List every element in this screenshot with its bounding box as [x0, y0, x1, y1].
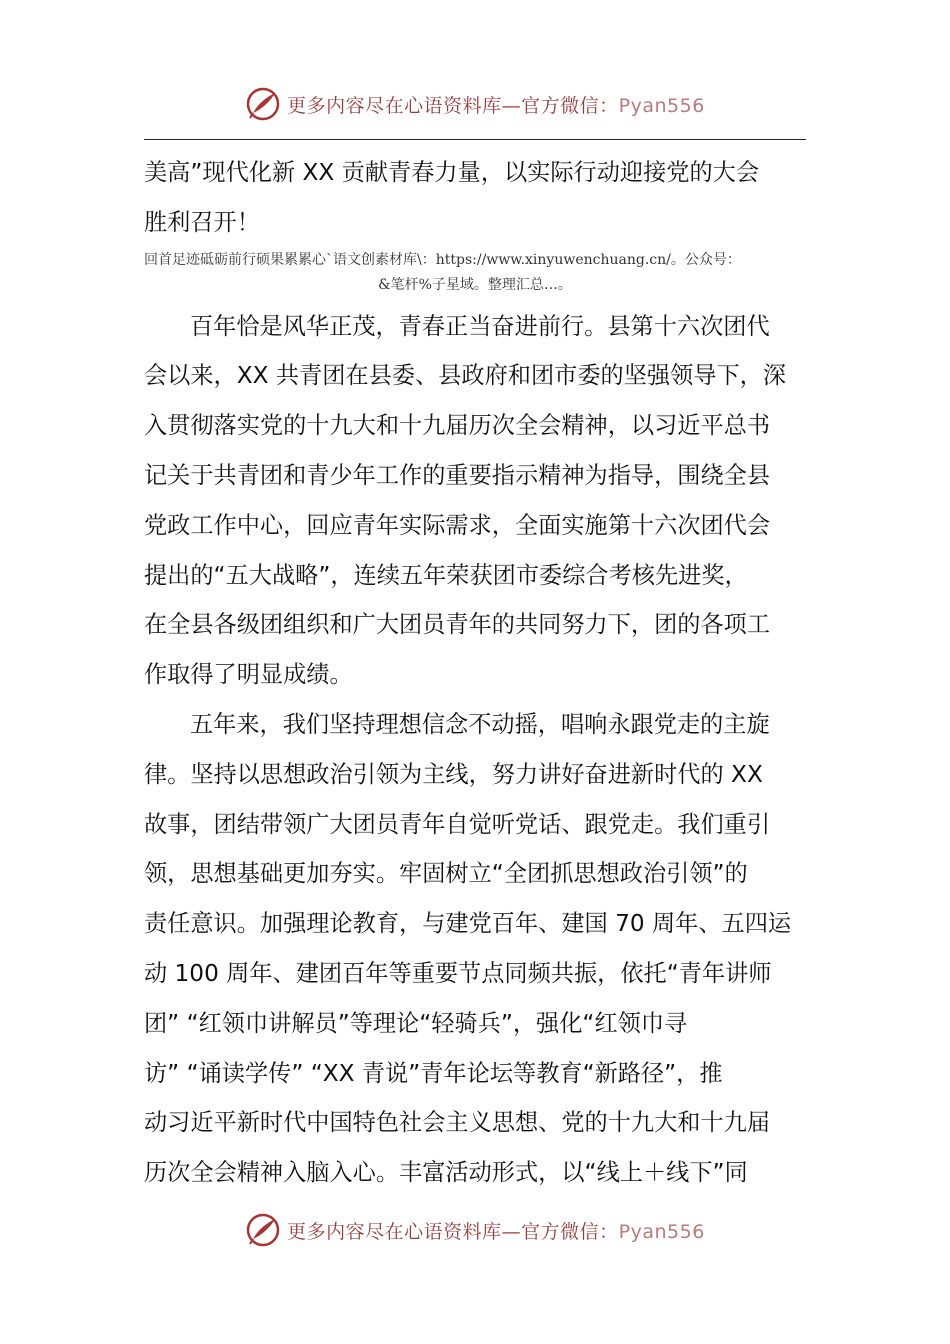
paragraph-line: 动习近平新时代中国特色社会主义思想、党的十九大和十九届 [144, 1109, 771, 1137]
paragraph-1 [144, 302, 806, 700]
paragraph-line: 团” “红领巾讲解员”等理论“轻骑兵”，强化“红领巾寻 [144, 1009, 688, 1037]
header-watermark-banner [0, 82, 950, 126]
paragraph-line: 访” “诵读学传” “XX 青说”青年论坛等教育“新路径”，推 [144, 1059, 723, 1087]
footer-watermark-banner [0, 1208, 950, 1252]
header-divider [144, 139, 806, 140]
source-note-line: 回首足迹砥砺前行硕果累累心`语文创素材库\：https://www.xinyuwenchuang.cn/。公众号： [144, 251, 741, 268]
banner-wechat-id: Pyan556 [618, 1220, 705, 1243]
paragraph-line: 历次全会精神入脑入心。丰富活动形式，以“线上＋线下”同 [144, 1159, 748, 1187]
banner-wechat-id: Pyan556 [618, 94, 705, 117]
intro-line: 美高”现代化新 XX 贡献青春力量，以实际行动迎接党的大会 [144, 159, 760, 186]
quill-logo-icon [245, 86, 281, 122]
paragraph-2 [144, 700, 806, 1198]
paragraph-line: 故事，团结带领广大团员青年自觉听党话、跟党走。我们重引 [144, 810, 771, 838]
paragraph-line: 记关于共青团和青少年工作的重要指示精神为指导，围绕全县 [144, 461, 771, 489]
paragraph-line: 提出的“五大战略”，连续五年荣获团市委综合考核先进奖， [144, 561, 748, 589]
paragraph-line: 动 100 周年、建团百年等重要节点同频共振，依托“青年讲师 [144, 959, 772, 987]
banner-text [287, 1217, 705, 1244]
paragraph-line: 百年恰是风华正茂，青春正当奋进前行。县第十六次团代 [190, 312, 770, 340]
document-body [144, 148, 806, 1198]
paragraph-line: 五年来，我们坚持理想信念不动摇，唱响永跟党走的主旋 [190, 710, 770, 738]
intro-line: 胜利召开！ [144, 208, 260, 236]
banner-label: 更多内容尽在心语资料库—官方微信： [287, 1220, 619, 1243]
paragraph-line: 律。坚持以思想政治引领为主线，努力讲好奋进新时代的 XX [144, 760, 763, 788]
paragraph-line: 领，思想基础更加夯实。牢固树立“全团抓思想政治引领”的 [144, 860, 748, 888]
paragraph-line: 作取得了明显成绩。 [144, 661, 353, 689]
banner-text [287, 91, 705, 118]
paragraph-line: 会以来，XX 共青团在县委、县政府和团市委的坚强领导下，深 [144, 362, 787, 390]
quill-logo-icon [245, 1212, 281, 1248]
paragraph-line: 入贯彻落实党的十九大和十九届历次全会精神，以习近平总书 [144, 412, 771, 440]
source-note-line: &笔杆%子星域。整理汇总…。 [378, 276, 572, 293]
paragraph-line: 在全县各级团组织和广大团员青年的共同努力下，团的各项工 [144, 611, 771, 639]
paragraph-line: 责任意识。加强理论教育，与建党百年、建国 70 周年、五四运 [144, 910, 792, 938]
banner-label: 更多内容尽在心语资料库—官方微信： [287, 94, 619, 117]
paragraph-line: 党政工作中心，回应青年实际需求，全面实施第十六次团代会 [144, 511, 771, 539]
